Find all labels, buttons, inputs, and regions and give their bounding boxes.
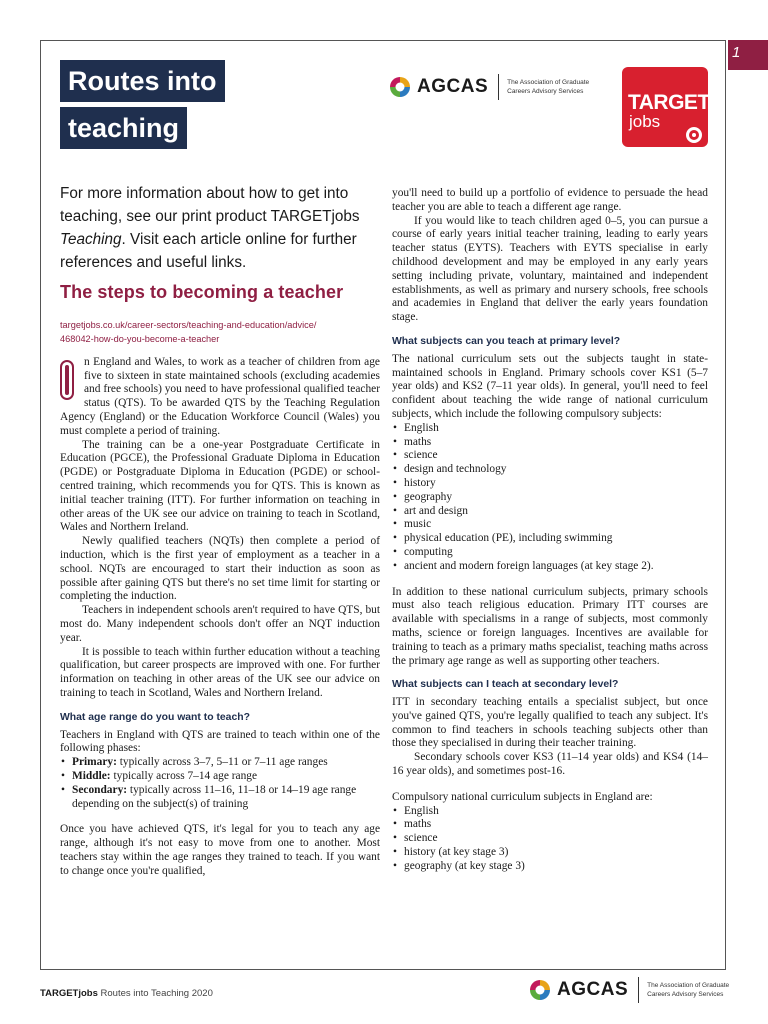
left-column [60, 182, 380, 878]
list-item: • ancient and modern foreign languages (at key stage 2). [392, 560, 708, 574]
list-item [60, 756, 380, 770]
list-item: • science [392, 832, 708, 846]
agcas-logo [388, 74, 597, 100]
list-item [60, 770, 380, 784]
list-item [60, 784, 380, 812]
intro-italic: Teaching [60, 231, 122, 248]
paragraph: ITT in secondary teaching entails a specialist subject, but once you've gained QTS, you're legally qualified to teach any subject. It's common to find teachers in schools teaching subjects other than those they specialised in during their teacher training. [392, 696, 708, 750]
spacer [392, 779, 708, 791]
page-title-line-1: Routes into [60, 60, 225, 102]
intro-text: For more information about how to get into teaching, see our print product TARGETjobs [60, 185, 360, 225]
link-line-1[interactable]: targetjobs.co.uk/career-sectors/teaching-and-education/advice/ [60, 319, 317, 330]
secondary-subject-list [392, 805, 708, 874]
target-ring-icon [686, 127, 702, 143]
section-heading: The steps to becoming a teacher [60, 282, 344, 302]
intro-text-end: . Visit each article online for further references and useful links. [60, 231, 357, 271]
paragraph: you'll need to build up a portfolio of evidence to persuade the head teacher you are able to teach a different age range. [392, 187, 708, 213]
paragraph: Secondary schools cover KS3 (11–14 year olds) and KS4 (14–16 year olds), and sometimes post-16. [392, 751, 708, 778]
phase-text: typically across 3–7, 5–11 or 7–11 age ranges [116, 756, 328, 769]
list-item: • geography (at key stage 3) [392, 860, 708, 874]
page-number: 1 [732, 44, 741, 61]
subheading-age-range: What age range do you want to teach? [60, 711, 250, 723]
logo-divider [498, 74, 499, 100]
list-item: • history (at key stage 3) [392, 846, 708, 860]
drop-cap [60, 360, 74, 400]
footer-brand: TARGETjobs [40, 988, 98, 999]
primary-subject-list [392, 422, 708, 574]
list-item: • art and design [392, 505, 708, 519]
page-footer [40, 988, 213, 999]
page-title-line-2: teaching [60, 107, 187, 149]
list-item: • science [392, 449, 708, 463]
paragraph: It is possible to teach within further education without a teaching qualification, but career prospects are improved with one. For further information on teaching in other areas of the UK see our advice on training to teach in Scotland, Wales and Northern Ireland. [60, 645, 380, 699]
paragraph: Once you have achieved QTS, it's legal for you to teach any age range, although it's not easy to move from one to another. Most teachers stay within the age ranges they trained to teach. If you want to change once you're qualified, [60, 823, 380, 877]
list-item: • geography [392, 491, 708, 505]
agcas-description: The Association of Graduate Careers Advisory Services [507, 79, 590, 95]
paragraph: Teachers in England with QTS are trained to teach within one of the following phases: [60, 728, 380, 755]
footer-year: 2020 [191, 988, 213, 999]
phase-label: Primary: [72, 756, 117, 769]
right-column [392, 187, 708, 874]
phase-text: typically across 11–16, 11–18 or 14–19 age range depending on the subject(s) of training [72, 783, 357, 810]
link-line-2[interactable]: 468042-how-do-you-become-a-teacher [60, 333, 220, 344]
paragraph: If you would like to teach children aged 0–5, you can pursue a course of early years initial teacher training, leading to early years teacher status (EYTS). Teachers with EYTS specialise in early childhood development and may be employed in any early years setting including private, voluntary, maintained and independent establishments, as well as primary and nursery schools, free schools and academies in England that deliver the early years foundation stage. [392, 214, 708, 324]
list-item: • maths [392, 818, 708, 832]
footer-agcas-logo [528, 977, 737, 1003]
agcas-description: The Association of Graduate Careers Advisory Services [647, 982, 730, 998]
subheading-primary: What subjects can you teach at primary level? [392, 335, 621, 347]
agcas-pinwheel-icon [528, 978, 552, 1002]
phase-text: typically across 7–14 age range [110, 769, 258, 782]
phase-label: Middle: [72, 769, 111, 782]
list-item: • design and technology [392, 463, 708, 477]
list-item: • history [392, 477, 708, 491]
list-item: • maths [392, 436, 708, 450]
page-number-tab [728, 40, 768, 70]
list-item: • music [392, 518, 708, 532]
list-item: • physical education (PE), including swimming [392, 532, 708, 546]
phase-label: Secondary: [72, 783, 128, 796]
target-word: TARGET [628, 91, 710, 114]
agcas-wordmark: AGCAS [557, 979, 629, 1000]
paragraph: Teachers in independent schools aren't required to have QTS, but most do. Many independent schools don't offer an NQT induction year. [60, 604, 380, 644]
paragraph: Newly qualified teachers (NQTs) then complete a period of induction, which is the first year of employment as a teacher in a school. NQTs are encouraged to start their induction as soon as possible after gaining QTS but there's no set time limit for starting or completing the induction. [60, 535, 380, 603]
list-item: • computing [392, 546, 708, 560]
targetjobs-logo [622, 67, 708, 147]
list-item: • English [392, 805, 708, 819]
agcas-wordmark: AGCAS [417, 76, 489, 97]
article-link[interactable] [60, 318, 380, 346]
list-item: • English [392, 422, 708, 436]
paragraph: In addition to these national curriculum subjects, primary schools must also teach religious education. Primary ITT courses are available with specialisms in a range of subjects, most commonly maths, science or foreign languages. Incentives are available for training to teach as a primary maths specialist, teaching maths across the primary age range as well as supporting other teachers. [392, 585, 708, 667]
logo-divider [638, 977, 639, 1003]
agcas-pinwheel-icon [388, 75, 412, 99]
paragraph: Compulsory national curriculum subjects in England are: [392, 790, 653, 803]
spacer [60, 811, 380, 823]
paragraph [60, 356, 380, 439]
intro-paragraph [60, 182, 380, 274]
footer-text: Routes into Teaching [97, 988, 192, 999]
subheading-secondary: What subjects can I teach at secondary level? [392, 679, 619, 691]
jobs-word: jobs [629, 112, 661, 131]
spacer [392, 574, 708, 586]
paragraph-text: n England and Wales, to work as a teacher of children from age five to sixteen in state maintained schools (excluding academies and free schools) you need to have professional qualified teacher status (QTS). To be awarded QTS by the Teaching Regulation Agency (England) or the Education Workforce Council (Wales) you must complete a period of training. [60, 355, 380, 437]
paragraph: The national curriculum sets out the subjects taught in state-maintained schools in England. Primary schools cover KS1 (5–7 year olds) and KS2 (7–11 year olds). In general, you'll need to feel confident about teaching the wide range of national curriculum subjects, which include the following compulsory subjects: [392, 352, 708, 420]
phase-list [60, 756, 380, 811]
paragraph: The training can be a one-year Postgraduate Certificate in Education (PGCE), the Professional Graduate Diploma in Education (PGDE) or Postgraduate Diploma in Education (PGDE) or school-centred training, which recommends you for QTS. This is known as initial teacher training (ITT). For further information on teaching in other areas of the UK see our advice on training to teach in Scotland, Wales and Northern Ireland. [60, 438, 380, 534]
